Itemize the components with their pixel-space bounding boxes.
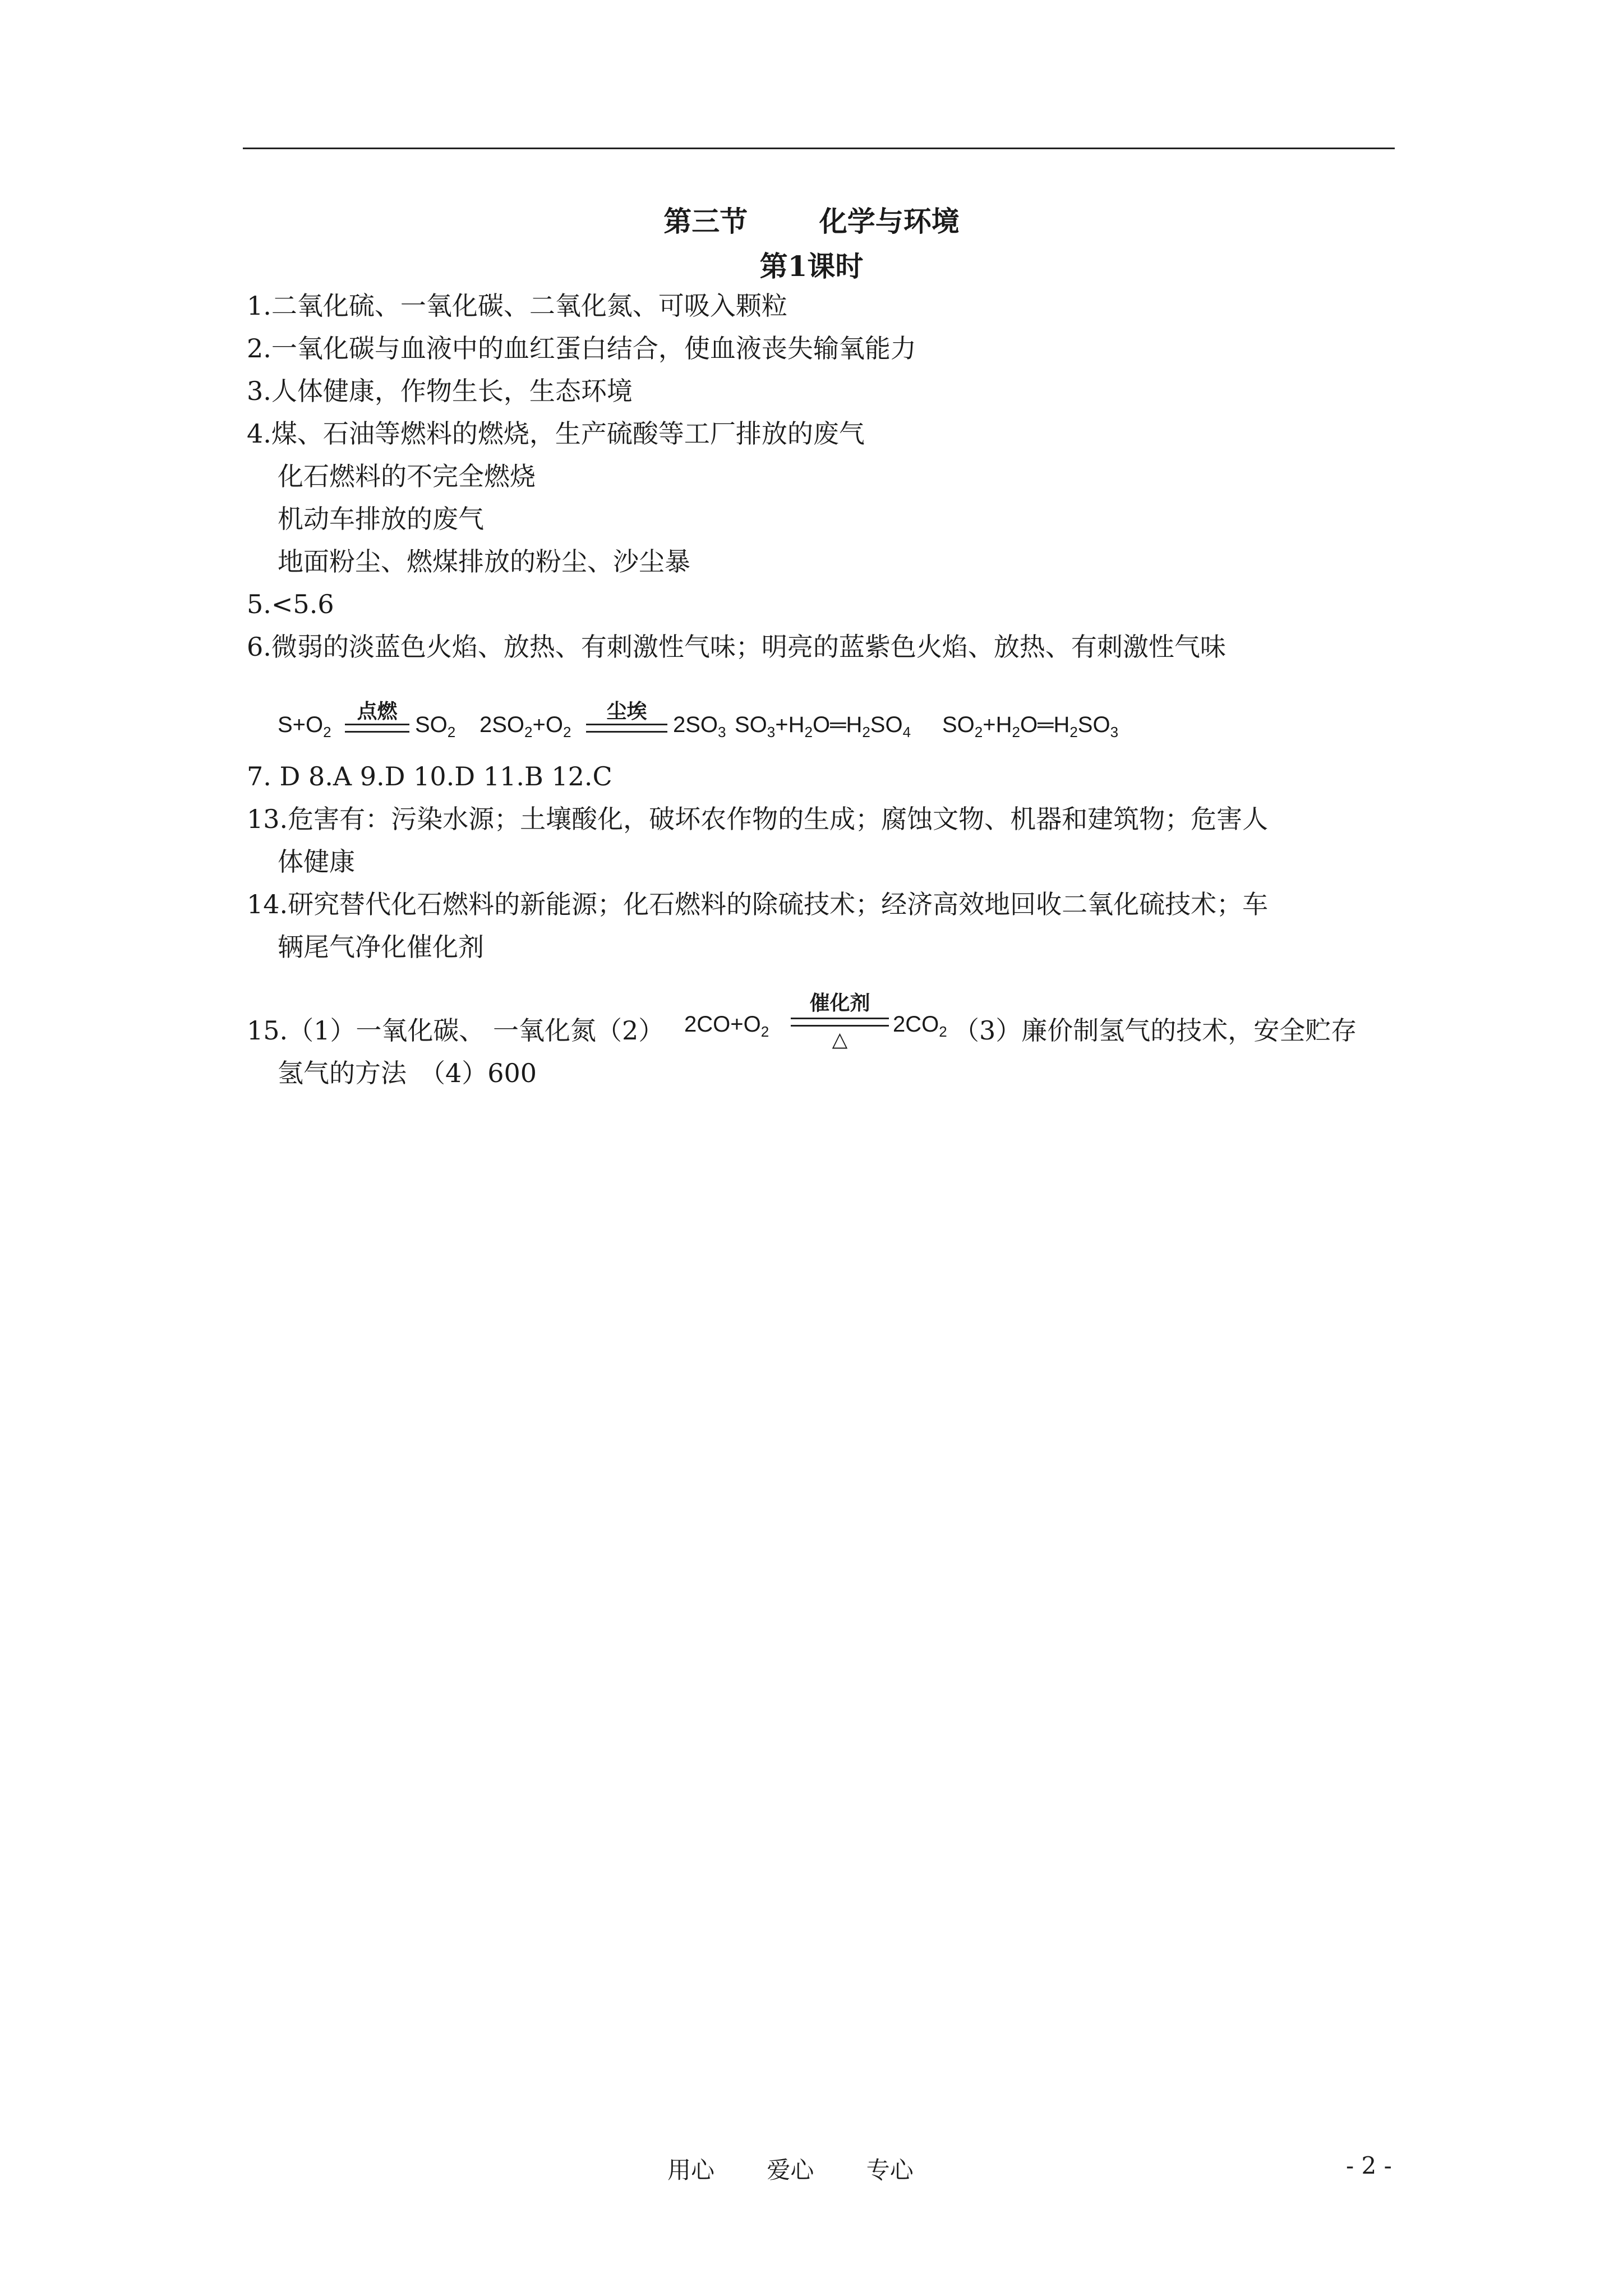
header-rule <box>243 148 1395 149</box>
answer-3: 3.人体健康，作物生长，生态环境 <box>247 376 633 406</box>
condition-catalyst: 催化剂 <box>809 991 870 1014</box>
answer-4: 4.煤、石油等燃料的燃烧，生产硫酸等工厂排放的废气 <box>247 418 865 449</box>
answer-4-line-2: 化石燃料的不完全燃烧 <box>278 461 536 491</box>
answer-4-line-3: 机动车排放的废气 <box>278 504 484 534</box>
equation-15: $2CO+O_2$ 催化剂 △ $2CO_2$ <box>684 988 948 1050</box>
answer-5: 5.<5.6 <box>247 589 334 619</box>
answers-7-12: 7. D 8.A 9.D 10.D 11.B 12.C <box>247 761 612 792</box>
answer-14: 14.研究替代化石燃料的新能源；化石燃料的除硫技术；经济高效地回收二氧化硫技术；车 <box>247 889 1269 919</box>
answer-15-line-2: 氢气的方法 （4）600 <box>278 1058 537 1088</box>
footer-motto: 用心 爱心 专心 <box>667 2156 914 2184</box>
double-bar <box>586 724 667 733</box>
answer-13-line-2: 体健康 <box>278 846 355 877</box>
answer-15-part-a: 15.（1）一氧化碳、 一氧化氮（2） <box>247 1015 665 1046</box>
double-bar <box>345 724 409 733</box>
page-number: - 2 - <box>1346 2152 1392 2179</box>
double-bar <box>791 1018 889 1027</box>
answer-14-line-2: 辆尾气净化催化剂 <box>278 932 484 962</box>
answer-13: 13.危害有：污染水源；土壤酸化，破坏农作物的生成；腐蚀文物、机器和建筑物；危害人 <box>247 804 1269 834</box>
condition-heat: △ <box>832 1028 848 1051</box>
answer-2: 2.一氧化碳与血液中的血红蛋白结合，使血液丧失输氧能力 <box>247 333 916 364</box>
answer-4-line-4: 地面粉尘、燃煤排放的粉尘、沙尘暴 <box>278 546 690 577</box>
condition-dust: 尘埃 <box>606 700 647 723</box>
section-title: 第三节 化学与环境 <box>663 205 960 238</box>
condition-ignite: 点燃 <box>357 700 398 723</box>
answer-6: 6.微弱的淡蓝色火焰、放热、有刺激性气味；明亮的蓝紫色火焰、放热、有刺激性气味 <box>247 632 1226 662</box>
answer-15-part-b: （3）廉价制氢气的技术，安全贮存 <box>953 1015 1357 1046</box>
answer-1: 1.二氧化硫、一氧化碳、二氧化氮、可吸入颗粒 <box>247 291 787 321</box>
lesson-subtitle: 第1课时 <box>759 250 864 283</box>
